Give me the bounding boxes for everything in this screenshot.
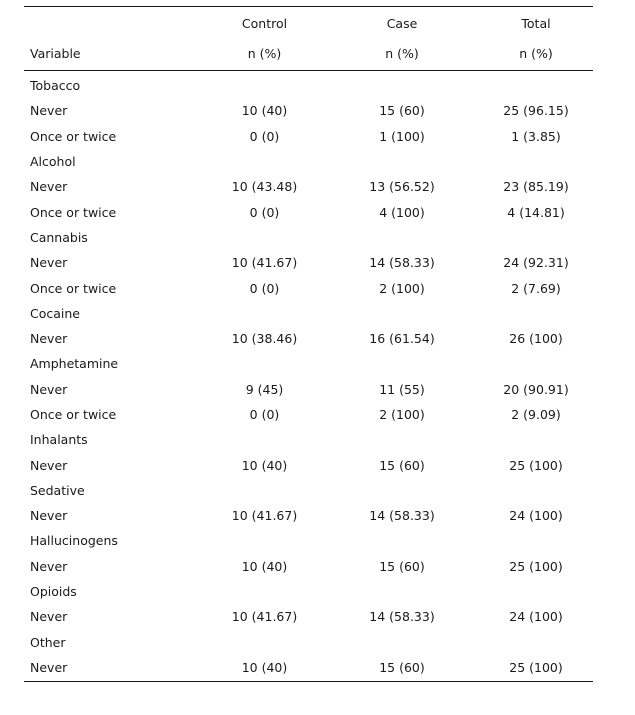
control-cell: 10 (40) bbox=[241, 558, 288, 574]
table-row bbox=[24, 604, 593, 629]
table-row bbox=[24, 452, 593, 477]
row-label: Once or twice bbox=[30, 407, 117, 422]
case-cell: 15 (60) bbox=[379, 659, 425, 675]
control-cell: 0 (0) bbox=[249, 280, 280, 296]
control-cell: 10 (43.48) bbox=[231, 179, 298, 195]
case-cell: 13 (56.52) bbox=[369, 179, 435, 195]
row-label: Once or twice bbox=[30, 128, 117, 144]
case-cell: 15 (60) bbox=[379, 103, 425, 119]
total-cell: 25 (100) bbox=[509, 457, 563, 473]
total-cell: 25 (96.15) bbox=[503, 103, 569, 119]
table-group-row bbox=[24, 301, 593, 326]
table-row bbox=[24, 554, 593, 579]
total-cell: 2 (7.69) bbox=[511, 280, 561, 296]
header-variable: Variable bbox=[30, 45, 81, 61]
total-cell: 24 (100) bbox=[509, 508, 563, 524]
header-control: Control bbox=[241, 15, 288, 31]
group-label: Tobacco bbox=[30, 78, 81, 94]
table-row bbox=[24, 174, 593, 199]
control-cell: 10 (41.67) bbox=[231, 508, 298, 524]
table-header bbox=[24, 7, 593, 70]
bottom-rule bbox=[24, 681, 593, 682]
row-label: Never bbox=[30, 659, 68, 675]
row-label: Once or twice bbox=[30, 280, 117, 296]
group-label: Inhalants bbox=[30, 432, 88, 448]
group-label: Opioids bbox=[30, 584, 77, 600]
total-cell: 2 (9.09) bbox=[511, 407, 561, 422]
total-cell: 4 (14.81) bbox=[507, 204, 565, 220]
table-group-row bbox=[24, 427, 593, 452]
table-row bbox=[24, 199, 593, 224]
group-label: Alcohol bbox=[30, 154, 76, 170]
total-cell: 24 (92.31) bbox=[503, 255, 569, 271]
case-cell: 16 (61.54) bbox=[369, 331, 435, 347]
case-cell: 1 (100) bbox=[379, 128, 425, 144]
group-label: Cocaine bbox=[30, 305, 80, 321]
total-cell: 25 (100) bbox=[509, 659, 563, 675]
control-cell: 0 (0) bbox=[249, 204, 280, 220]
header-total-unit: n (%) bbox=[519, 45, 553, 61]
table-group-row bbox=[24, 478, 593, 503]
control-cell: 10 (40) bbox=[241, 103, 288, 119]
table-row bbox=[24, 402, 593, 427]
header-control-unit: n (%) bbox=[247, 45, 282, 61]
case-cell: 2 (100) bbox=[379, 407, 425, 422]
table-row bbox=[24, 250, 593, 275]
control-cell: 0 (0) bbox=[249, 407, 280, 422]
total-cell: 23 (85.19) bbox=[503, 179, 569, 195]
row-label: Never bbox=[30, 255, 68, 271]
table-row bbox=[24, 326, 593, 351]
case-cell: 14 (58.33) bbox=[369, 508, 435, 524]
group-label: Sedative bbox=[30, 482, 85, 498]
table-group-row bbox=[24, 225, 593, 250]
case-cell: 14 (58.33) bbox=[369, 609, 435, 625]
row-label: Never bbox=[30, 508, 68, 524]
control-cell: 9 (45) bbox=[245, 381, 284, 397]
row-label: Never bbox=[30, 609, 68, 625]
table-group-row bbox=[24, 579, 593, 604]
table-row bbox=[24, 503, 593, 528]
total-cell: 20 (90.91) bbox=[503, 381, 569, 397]
row-label: Never bbox=[30, 103, 68, 119]
case-cell: 15 (60) bbox=[379, 457, 425, 473]
control-cell: 10 (41.67) bbox=[231, 609, 298, 625]
table-group-row bbox=[24, 149, 593, 174]
control-cell: 0 (0) bbox=[249, 128, 280, 144]
table-row bbox=[24, 275, 593, 300]
table-row bbox=[24, 124, 593, 149]
group-label: Cannabis bbox=[30, 229, 88, 245]
control-cell: 10 (40) bbox=[241, 659, 288, 675]
control-cell: 10 (41.67) bbox=[231, 255, 298, 271]
total-cell: 25 (100) bbox=[509, 558, 563, 574]
row-label: Never bbox=[30, 331, 68, 347]
group-label: Amphetamine bbox=[30, 356, 119, 372]
case-cell: 14 (58.33) bbox=[369, 255, 435, 271]
case-cell: 15 (60) bbox=[379, 558, 425, 574]
group-label: Other bbox=[30, 634, 66, 650]
header-row-1 bbox=[24, 8, 593, 38]
case-cell: 2 (100) bbox=[379, 280, 425, 296]
table-group-row bbox=[24, 73, 593, 98]
table-row bbox=[24, 655, 593, 680]
row-label: Never bbox=[30, 381, 68, 397]
header-row-2 bbox=[24, 38, 593, 68]
total-cell: 26 (100) bbox=[509, 331, 563, 347]
header-case: Case bbox=[386, 15, 418, 31]
table-row bbox=[24, 98, 593, 123]
table-group-row bbox=[24, 630, 593, 655]
total-cell: 24 (100) bbox=[509, 609, 563, 625]
group-label: Hallucinogens bbox=[30, 533, 118, 549]
control-cell: 10 (40) bbox=[241, 457, 288, 473]
row-label: Never bbox=[30, 558, 68, 574]
row-label: Never bbox=[30, 179, 68, 195]
case-cell: 11 (55) bbox=[379, 381, 425, 397]
table-body bbox=[24, 71, 593, 681]
row-label: Never bbox=[30, 457, 68, 473]
total-cell: 1 (3.85) bbox=[511, 128, 561, 144]
header-case-unit: n (%) bbox=[385, 45, 419, 61]
control-cell: 10 (38.46) bbox=[231, 331, 298, 347]
table-group-row bbox=[24, 528, 593, 553]
table-group-row bbox=[24, 351, 593, 376]
header-total: Total bbox=[521, 15, 551, 31]
case-cell: 4 (100) bbox=[379, 204, 425, 220]
table-row bbox=[24, 377, 593, 402]
row-label: Once or twice bbox=[30, 204, 117, 220]
data-table bbox=[24, 6, 593, 682]
